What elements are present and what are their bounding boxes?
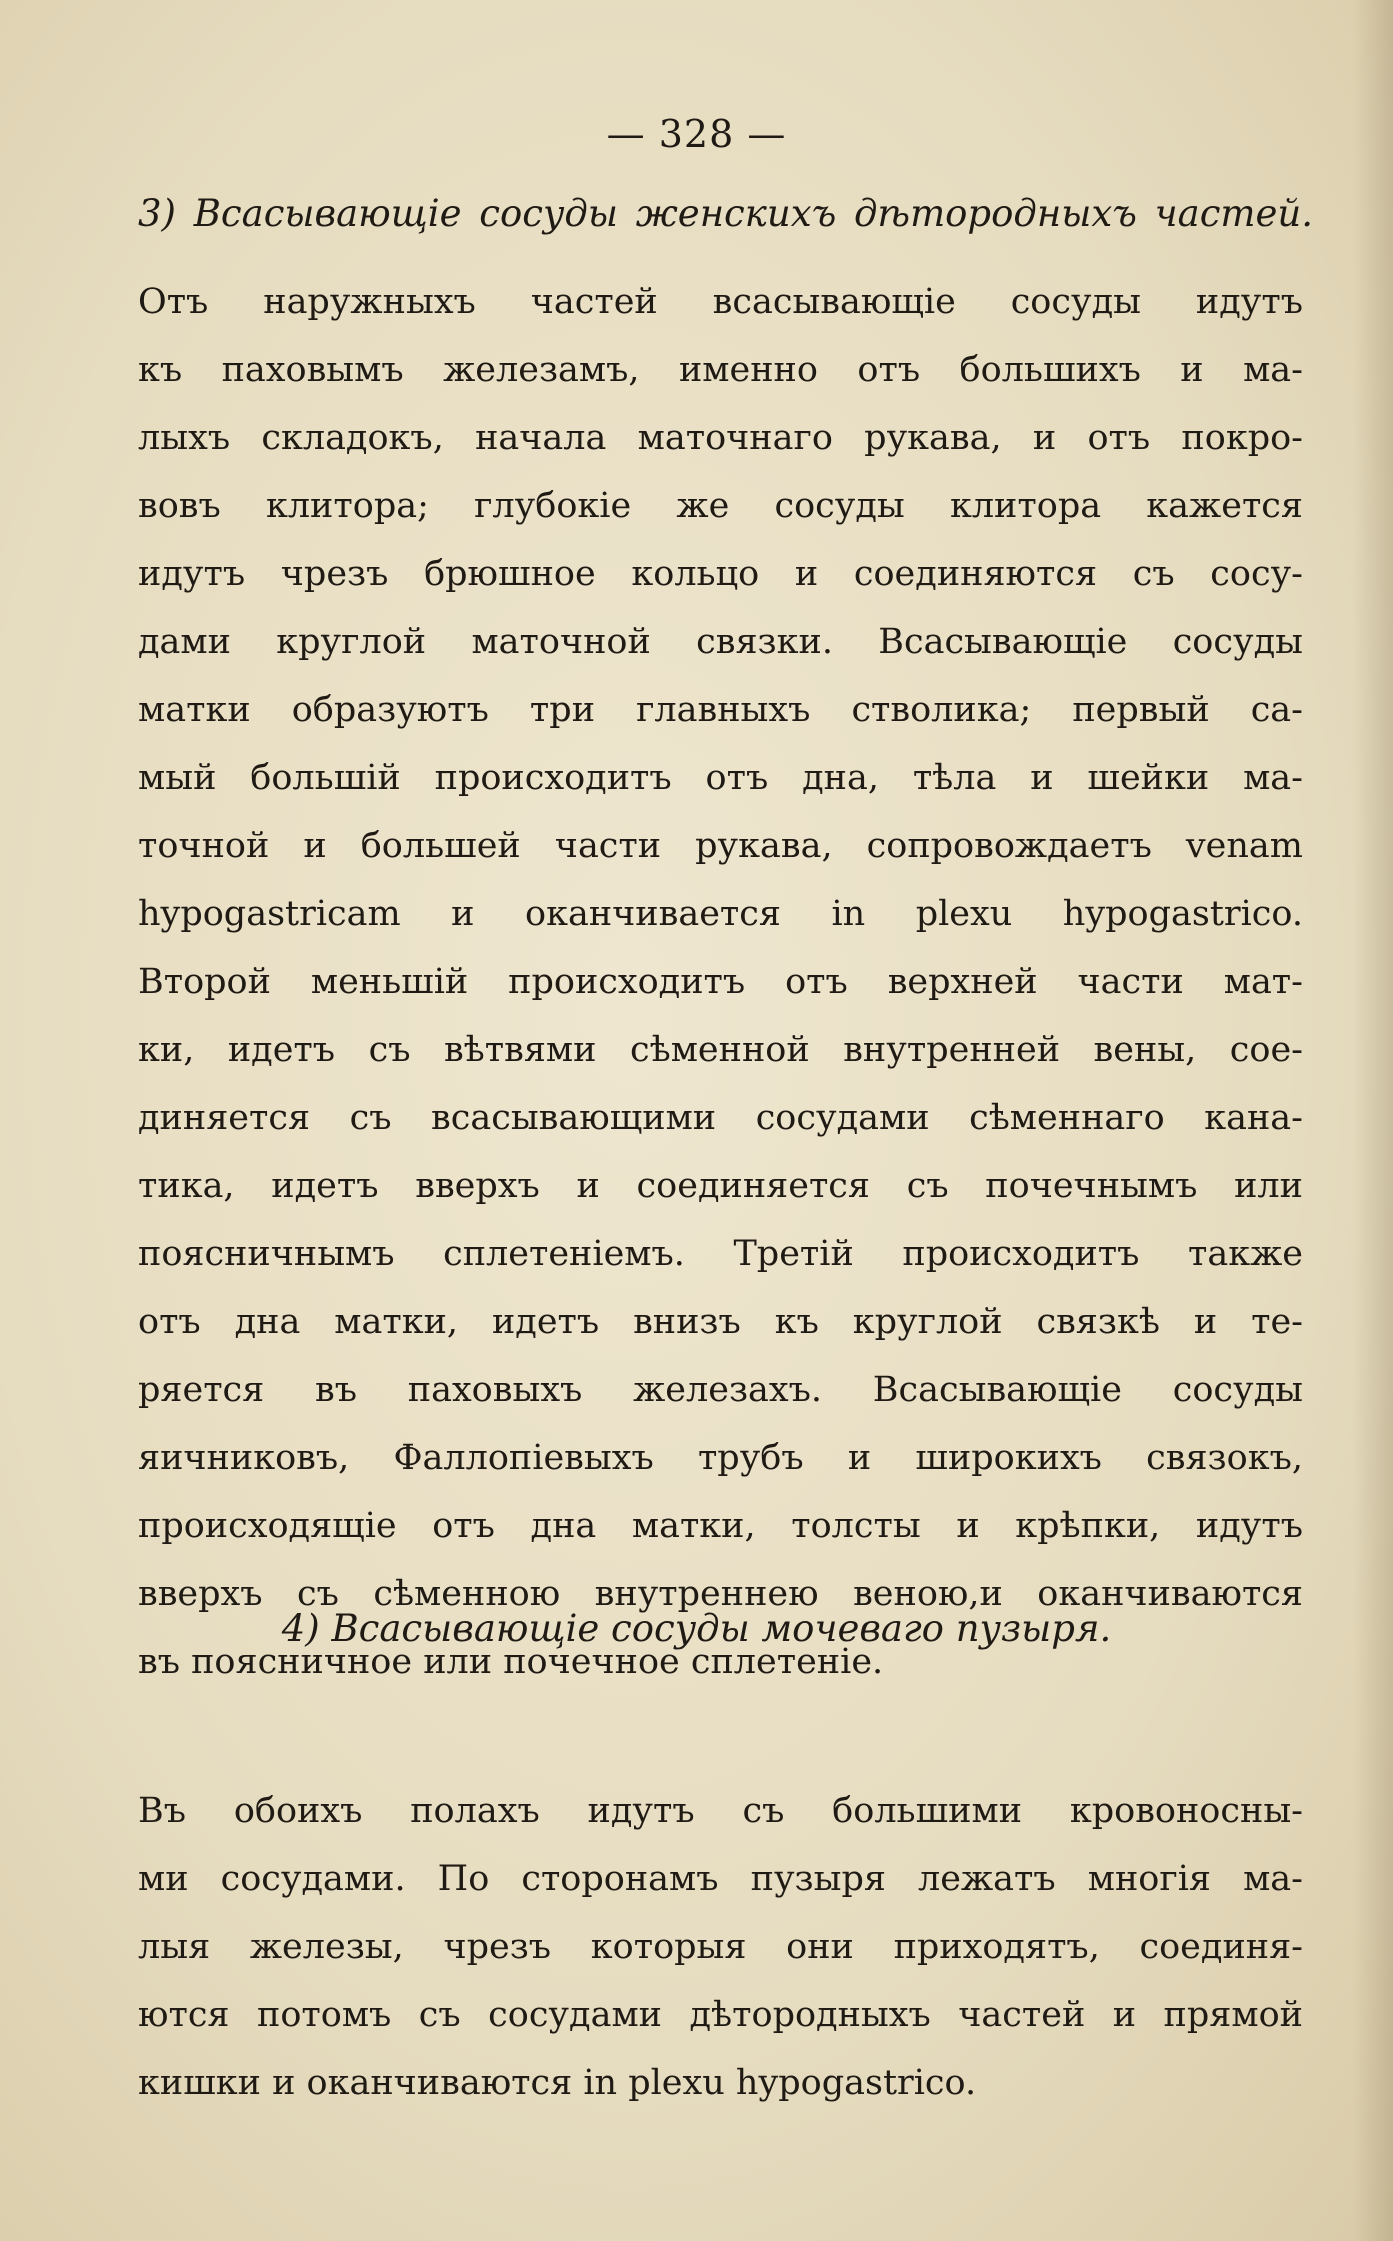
text-line: hypogastricam и оканчивается in plexu hypogastrico.	[138, 894, 1303, 934]
text-line: яичниковъ, Фаллопіевыхъ трубъ и широкихъ связокъ,	[138, 1438, 1303, 1478]
text-line: вверхъ съ сѣменною внутреннею веною,и оканчиваются	[138, 1574, 1303, 1614]
text-line: точной и большей части рукава, сопровождаетъ venam	[138, 826, 1303, 866]
text-line: къ паховымъ железамъ, именно отъ большихъ и ма-	[138, 350, 1303, 390]
text-line: лыя железы, чрезъ которыя они приходятъ, соединя-	[138, 1927, 1303, 1967]
text-line: идутъ чрезъ брюшное кольцо и соединяются съ сосу-	[138, 554, 1303, 594]
text-line: въ поясничное или почечное сплетеніе.	[138, 1642, 884, 1682]
text-line: ми сосудами. По сторонамъ пузыря лежатъ многія ма-	[138, 1859, 1303, 1899]
text-line: мый большій происходитъ отъ дна, тѣла и шейки ма-	[138, 758, 1303, 798]
section-3-body	[138, 268, 1303, 1696]
section-4-body	[138, 1777, 1303, 2117]
text-line: ки, идетъ съ вѣтвями сѣменной внутренней вены, сое-	[138, 1030, 1303, 1070]
text-line: Отъ наружныхъ частей всасывающіе сосуды идутъ	[138, 282, 1303, 322]
text-line: Въ обоихъ полахъ идутъ съ большими кровоносны-	[138, 1791, 1303, 1831]
text-line: вовъ клитора; глубокіе же сосуды клитора кажется	[138, 486, 1303, 526]
text-line: Второй меньшій происходитъ отъ верхней части мат-	[138, 962, 1303, 1002]
text-line: кишки и оканчиваются in plexu hypogastrico.	[138, 2063, 977, 2103]
text-line: поясничнымъ сплетеніемъ. Третій происходитъ также	[138, 1234, 1303, 1274]
text-line: матки образуютъ три главныхъ стволика; первый са-	[138, 690, 1303, 730]
section-3-heading: 3) Всасывающіе сосуды женскихъ дѣтородныхъ частей.	[138, 192, 1313, 235]
text-line: тика, идетъ вверхъ и соединяется съ почечнымъ или	[138, 1166, 1303, 1206]
text-line: диняется съ всасывающими сосудами сѣменнаго кана-	[138, 1098, 1303, 1138]
text-line: лыхъ складокъ, начала маточнаго рукава, и отъ покро-	[138, 418, 1303, 458]
text-line: отъ дна матки, идетъ внизъ къ круглой связкѣ и те-	[138, 1302, 1303, 1342]
page-edge-shadow	[1353, 0, 1393, 2241]
text-line: ряется въ паховыхъ железахъ. Всасывающіе сосуды	[138, 1370, 1303, 1410]
section-4-heading: 4) Всасывающіе сосуды мочеваго пузыря.	[281, 1607, 1112, 1650]
text-line: дами круглой маточной связки. Всасывающіе сосуды	[138, 622, 1303, 662]
page-number: — 328 —	[606, 112, 787, 156]
text-line: ются потомъ съ сосудами дѣтородныхъ частей и прямой	[138, 1995, 1303, 2035]
text-line: происходящіе отъ дна матки, толсты и крѣпки, идутъ	[138, 1506, 1303, 1546]
